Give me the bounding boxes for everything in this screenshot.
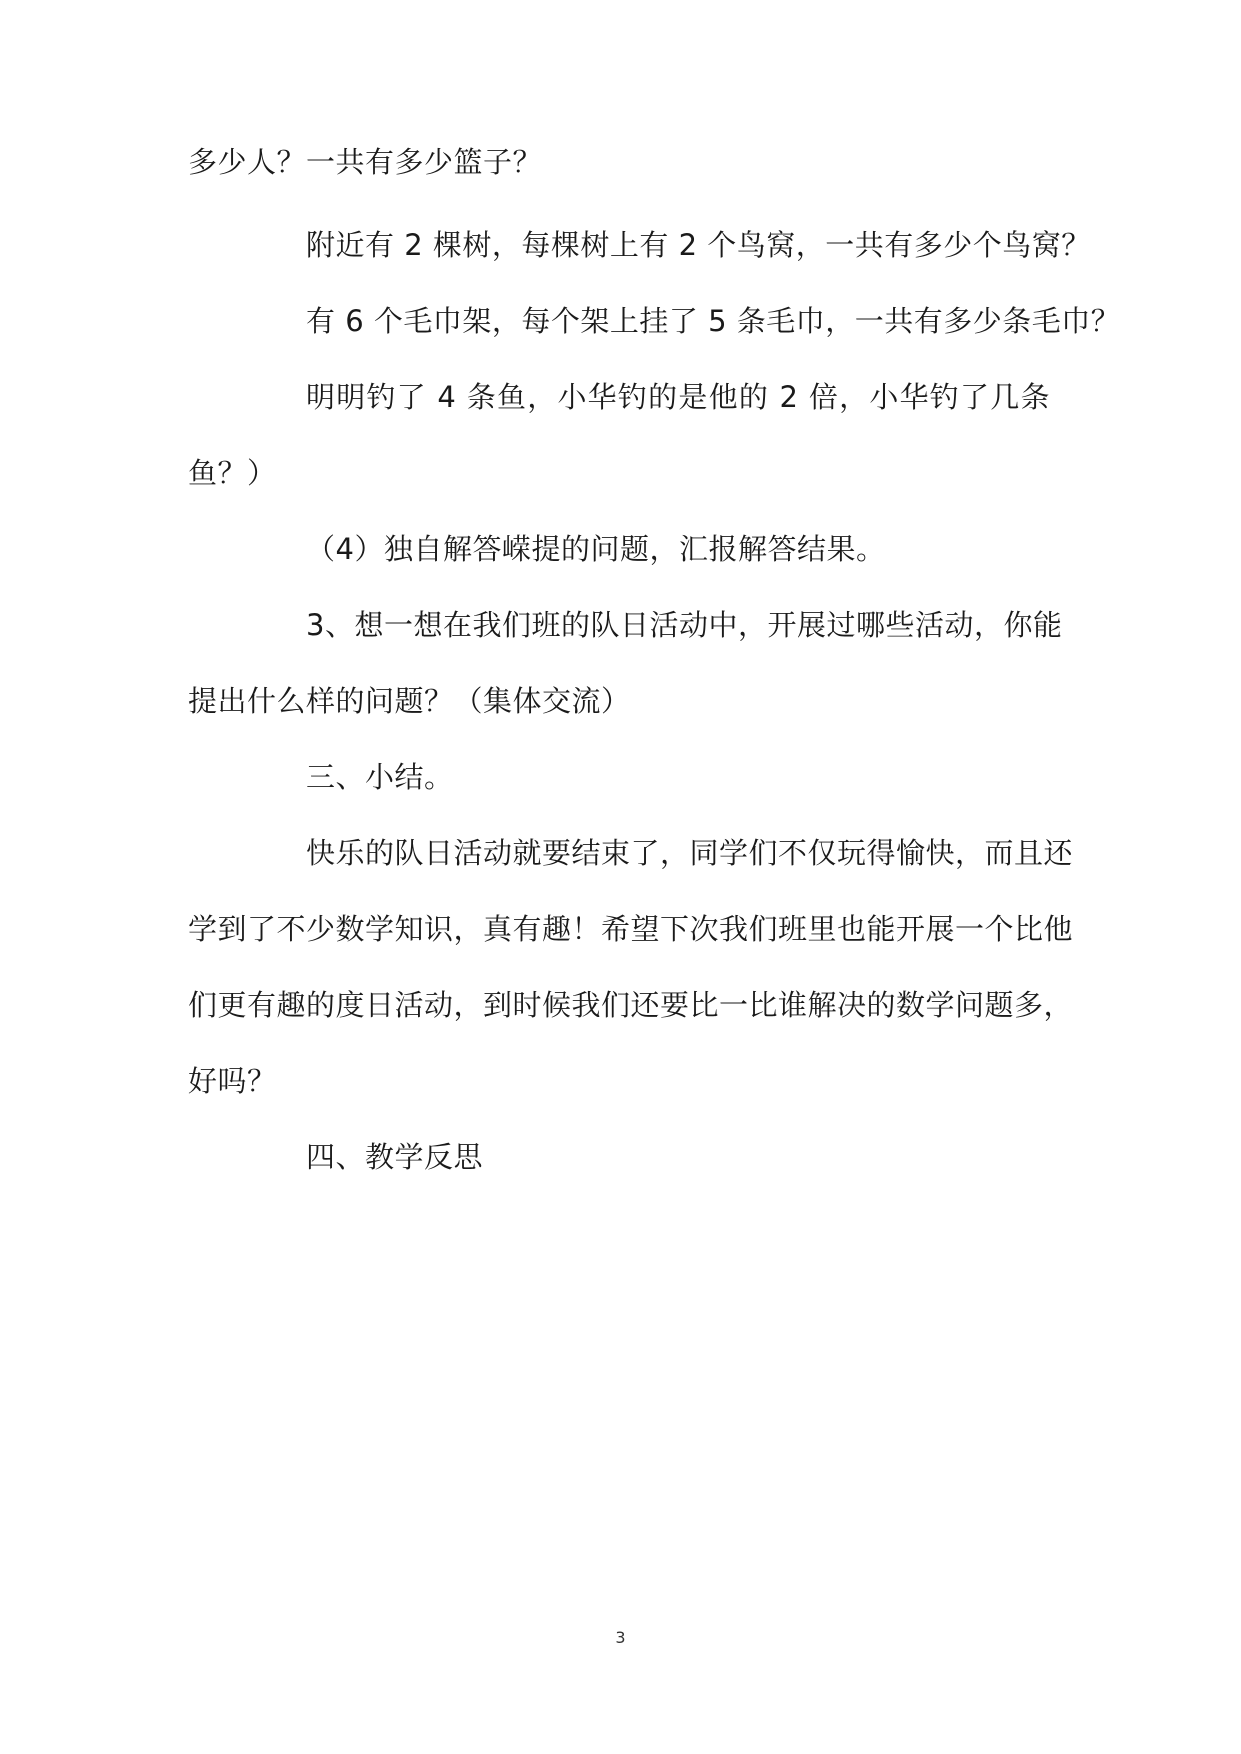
text-line-12: 们更有趣的度日活动，到时候我们还要比一比谁解决的数学问题多， [188,988,1074,1022]
page-number: 3 [615,1628,626,1647]
text-line-6: （4）独自解答嵘提的问题，汇报解答结果。 [306,532,886,566]
section-heading-reflection: 四、教学反思 [306,1140,484,1174]
text-line-13: 好吗？ [188,1064,277,1098]
text-line-2: 附近有 2 棵树，每棵树上有 2 个鸟窝，一共有多少个鸟窝？ [306,228,1091,262]
text-line-3: 有 6 个毛巾架，每个架上挂了 5 条毛巾，一共有多少条毛巾？ [306,304,1121,338]
text-line-10: 快乐的队日活动就要结束了，同学们不仅玩得愉快，而且还 [306,836,1074,870]
text-line-4: 明明钓了 4 条鱼，小华钓的是他的 2 倍，小华钓了几条 [306,380,1050,414]
text-line-5: 鱼？） [188,456,277,490]
text-line-11: 学到了不少数学知识，真有趣！希望下次我们班里也能开展一个比他 [188,912,1074,946]
text-line-8: 提出什么样的问题？（集体交流） [188,684,631,718]
text-line-7: 3、想一想在我们班的队日活动中，开展过哪些活动，你能 [306,608,1063,642]
section-heading-summary: 三、小结。 [306,760,454,794]
text-line-1: 多少人？一共有多少篮子？ [188,145,543,179]
